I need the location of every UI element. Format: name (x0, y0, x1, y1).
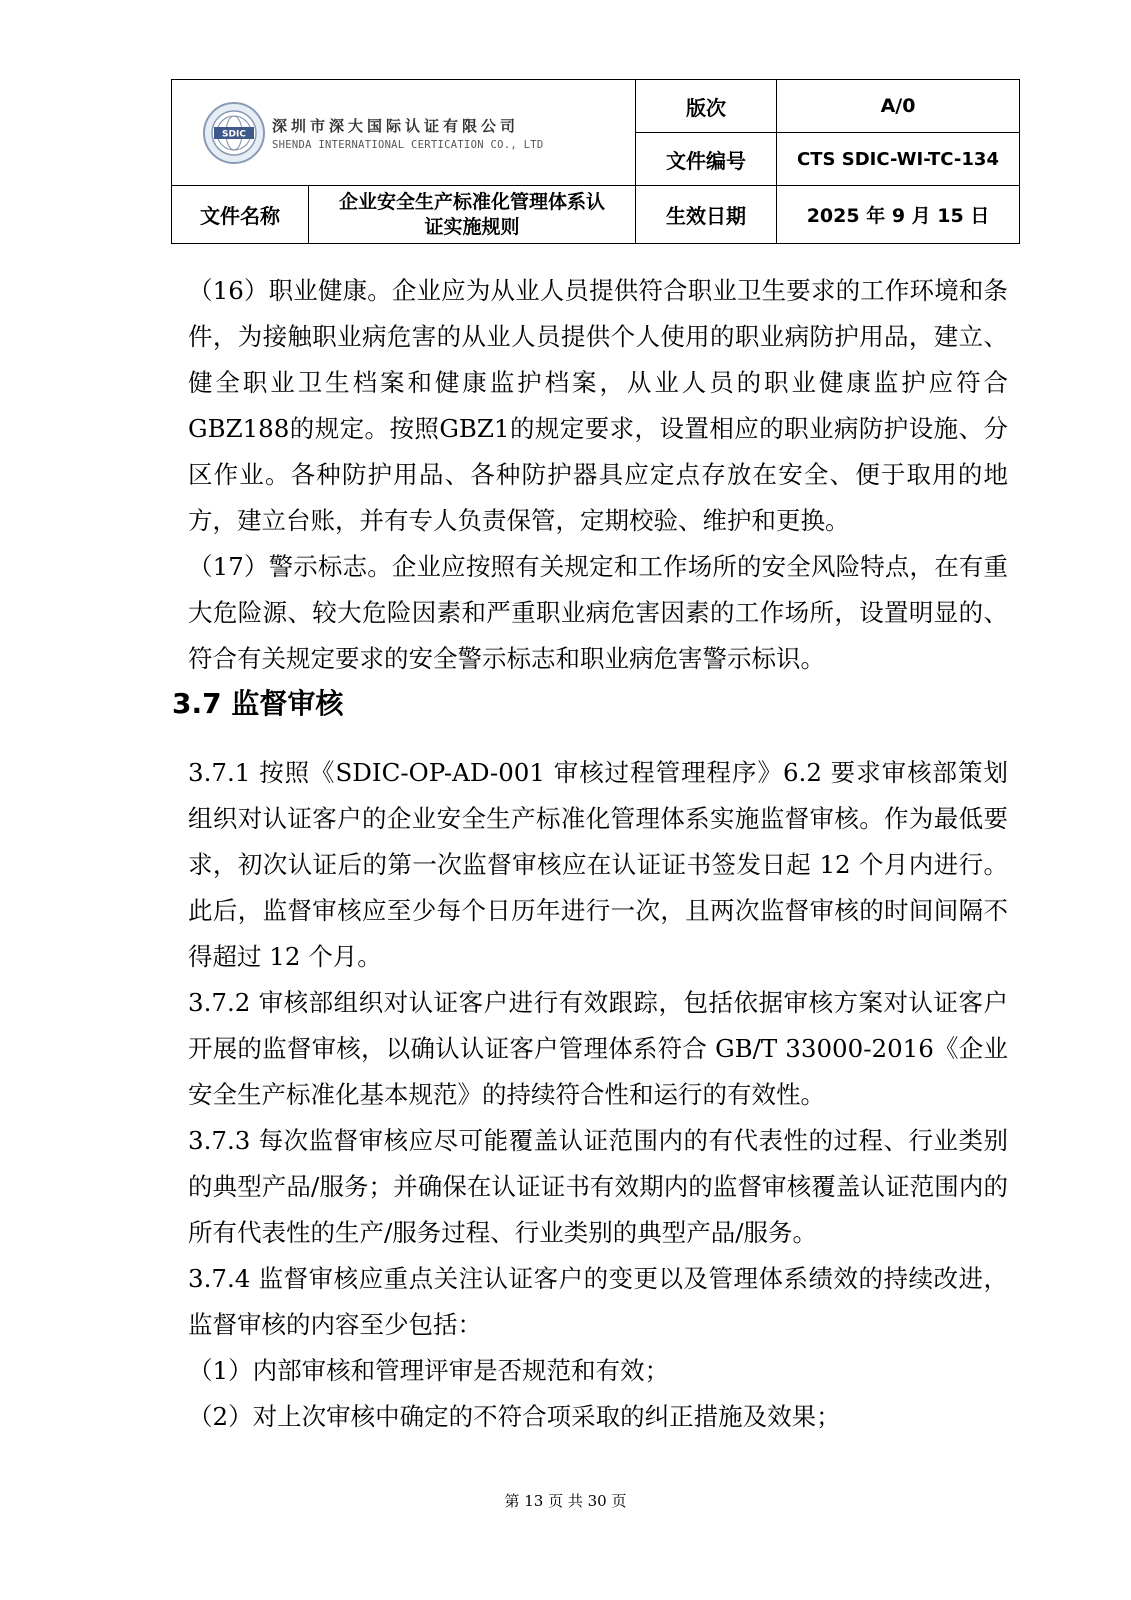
list-item-1: （1）内部审核和管理评审是否规范和有效； (188, 1356, 670, 1385)
list-item-2: （2）对上次审核中确定的不符合项采取的纠正措施及效果； (188, 1402, 841, 1431)
paragraph-3-7-4: 3.7.4 监督审核应重点关注认证客户的变更以及管理体系绩效的持续改进，监督审核的内容至少包括： (188, 1264, 1008, 1339)
paragraph-3-7-1: 3.7.1 按照《SDIC-OP-AD-001 审核过程管理程序》6.2 要求审核部策划组织对认证客户的企业安全生产标准化管理体系实施监督审核。作为最低要求，初次认证后的第一次监督审核应在认证证书签发日起 12 个月内进行。此后，监督审核应至少每个日历年进行一次，且两次监督审核的时间间隔不得超过 12 个月。 (188, 758, 1008, 971)
logo-text: SDIC (222, 129, 246, 139)
effective-date-label: 生效日期 (636, 186, 777, 244)
doc-name-line2: 证实施规则 (424, 215, 520, 238)
company-name-cn: 深圳市深大国际认证有限公司 (272, 116, 520, 135)
company-name-en: SHENDA INTERNATIONAL CERTICATION CO., LTD (272, 138, 544, 151)
page-number: 第 13 页 共 30 页 (504, 1492, 627, 1510)
doc-no-value: CTS SDIC-WI-TC-134 (777, 133, 1020, 186)
doc-name-value (309, 186, 636, 244)
paragraph-16: （16）职业健康。企业应为从业人员提供符合职业卫生要求的工作环境和条件，为接触职业病危害的从业人员提供个人使用的职业病防护用品，建立、健全职业卫生档案和健康监护档案，从业人员的职业健康监护应符合GBZ188的规定。按照GBZ1的规定要求，设置相应的职业病防护设施、分区作业。各种防护用品、各种防护器具应定点存放在安全、便于取用的地方，建立台账，并有专人负责保管，定期校验、维护和更换。 (188, 276, 1008, 535)
document-body (172, 268, 1008, 1440)
doc-name-line1: 企业安全生产标准化管理体系认 (339, 190, 606, 213)
paragraph-17: （17）警示标志。企业应按照有关规定和工作场所的安全风险特点，在有重大危险源、较大危险因素和严重职业病危害因素的工作场所，设置明显的、符合有关规定要求的安全警示标志和职业病危害警示标识。 (188, 552, 1008, 673)
document-header-table (171, 79, 1020, 244)
doc-name-label: 文件名称 (172, 186, 309, 244)
effective-date-value: 2025 年 9 月 15 日 (777, 186, 1020, 244)
doc-no-label: 文件编号 (636, 133, 777, 186)
paragraph-3-7-2: 3.7.2 审核部组织对认证客户进行有效跟踪，包括依据审核方案对认证客户开展的监督审核，以确认认证客户管理体系符合 GB/T 33000-2016《企业安全生产标准化基本规范》的持续符合性和运行的有效性。 (188, 988, 1008, 1109)
section-title: 3.7 监督审核 (172, 687, 344, 720)
paragraph-3-7-3: 3.7.3 每次监督审核应尽可能覆盖认证范围内的有代表性的过程、行业类别的典型产品/服务；并确保在认证证书有效期内的监督审核覆盖认证范围内的所有代表性的生产/服务过程、行业类别的典型产品/服务。 (188, 1126, 1008, 1247)
version-value: A/0 (777, 80, 1020, 133)
company-logo-cell (172, 80, 636, 186)
version-label: 版次 (636, 80, 777, 133)
company-seal-icon (202, 101, 266, 165)
